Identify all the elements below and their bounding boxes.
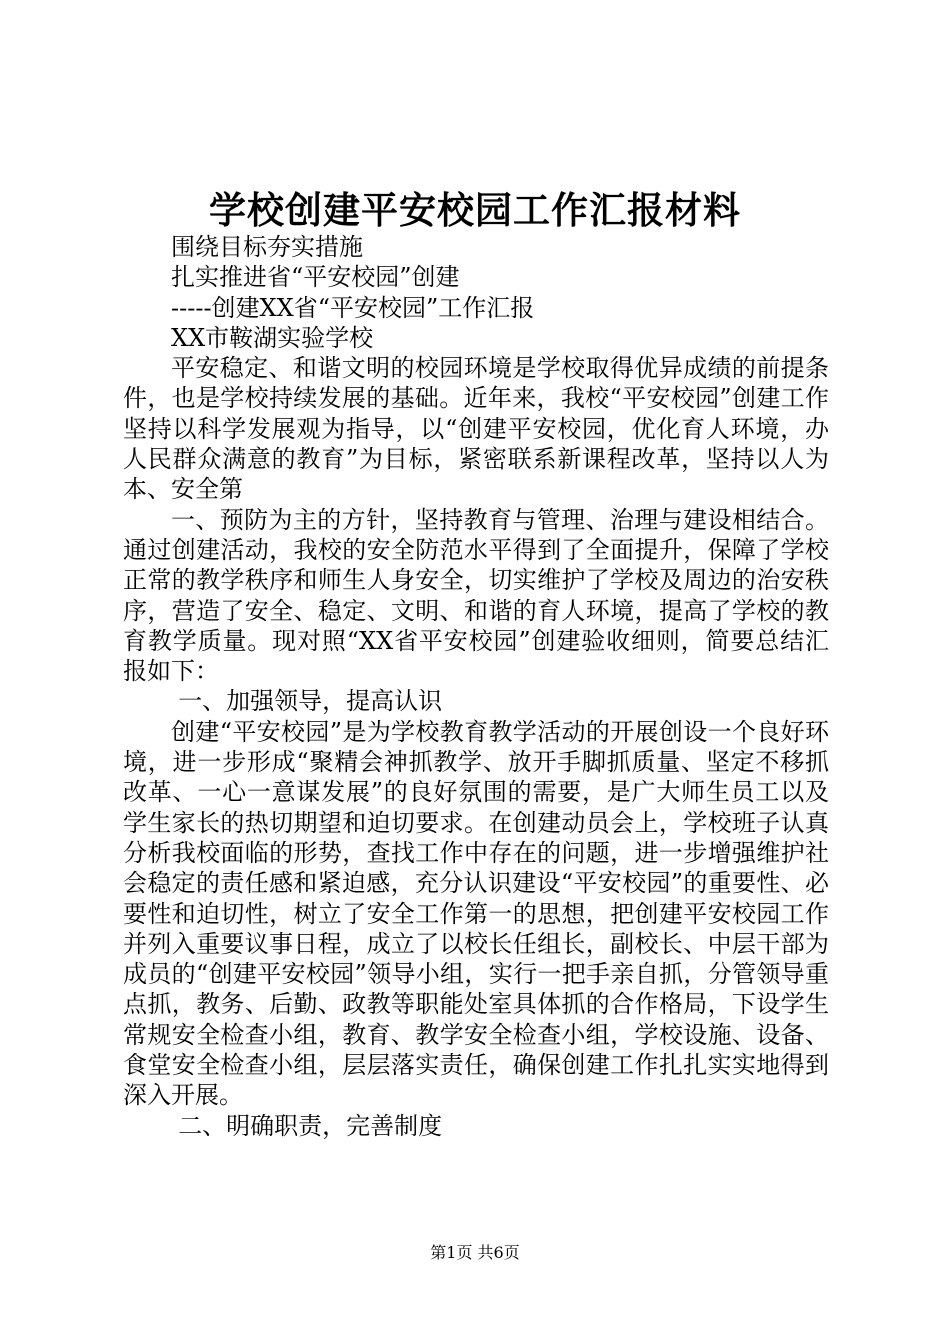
page-title: 学校创建平安校园工作汇报材料	[209, 188, 741, 232]
subtitle-line-1: 围绕目标夯实措施	[171, 233, 363, 261]
paragraph-principle: 一、预防为主的方针，坚持教育与管理、治理与建设相结合。通过创建活动，我校的安全防范水平得到了全面提升，保障了学校正常的教学秩序和师生人身安全，切实维护了学校及周边的治安秩序，营造了安全、稳定、文明、和谐的育人环境，提高了学校的教育教学质量。现对照“XX省平安校园”创建验收细则，简要总结汇报如下：	[123, 505, 829, 686]
paragraph-intro: 平安稳定、和谐文明的校园环境是学校取得优异成绩的前提条件，也是学校持续发展的基础。近年来，我校“平安校园”创建工作坚持以科学发展观为指导，以“创建平安校园，优化育人环境，办人民群众满意的教育”为目标，紧密联系新课程改革，坚持以人为本、安全第	[123, 354, 829, 504]
subtitle-line-2: 扎实推进省“平安校园”创建	[171, 263, 460, 292]
school-name: XX市鞍湖实验学校	[171, 323, 374, 352]
page-number: 第1页 共6页	[430, 1243, 520, 1262]
document-body	[123, 232, 829, 1141]
section-heading-1: 一、加强领导，提高认识	[178, 687, 443, 716]
page-footer	[0, 1243, 950, 1263]
section-heading-2: 二、明确职责，完善制度	[178, 1111, 443, 1140]
subtitle-line-3: -----创建XX省“平安校园”工作汇报	[171, 293, 535, 322]
paragraph-leadership: 创建“平安校园”是为学校教育教学活动的开展创设一个良好环境，进一步形成“聚精会神抓教学、放开手脚抓质量、坚定不移抓改革、一心一意谋发展”的良好氛围的需要，是广大师生员工以及学生家长的热切期望和迫切要求。在创建动员会上，学校班子认真分析我校面临的形势，查找工作中存在的问题，进一步增强维护社会稳定的责任感和紧迫感，充分认识建设“平安校园”的重要性、必要性和迫切性，树立了安全工作第一的思想，把创建平安校园工作并列入重要议事日程，成立了以校长任组长，副校长、中层干部为成员的“创建平安校园”领导小组，实行一把手亲自抓，分管领导重点抓，教务、后勤、政教等职能处室具体抓的合作格局，下设学生常规安全检查小组，教育、教学安全检查小组，学校设施、设备、食堂安全检查小组，层层落实责任，确保创建工作扎扎实实地得到深入开展。	[123, 717, 829, 1110]
